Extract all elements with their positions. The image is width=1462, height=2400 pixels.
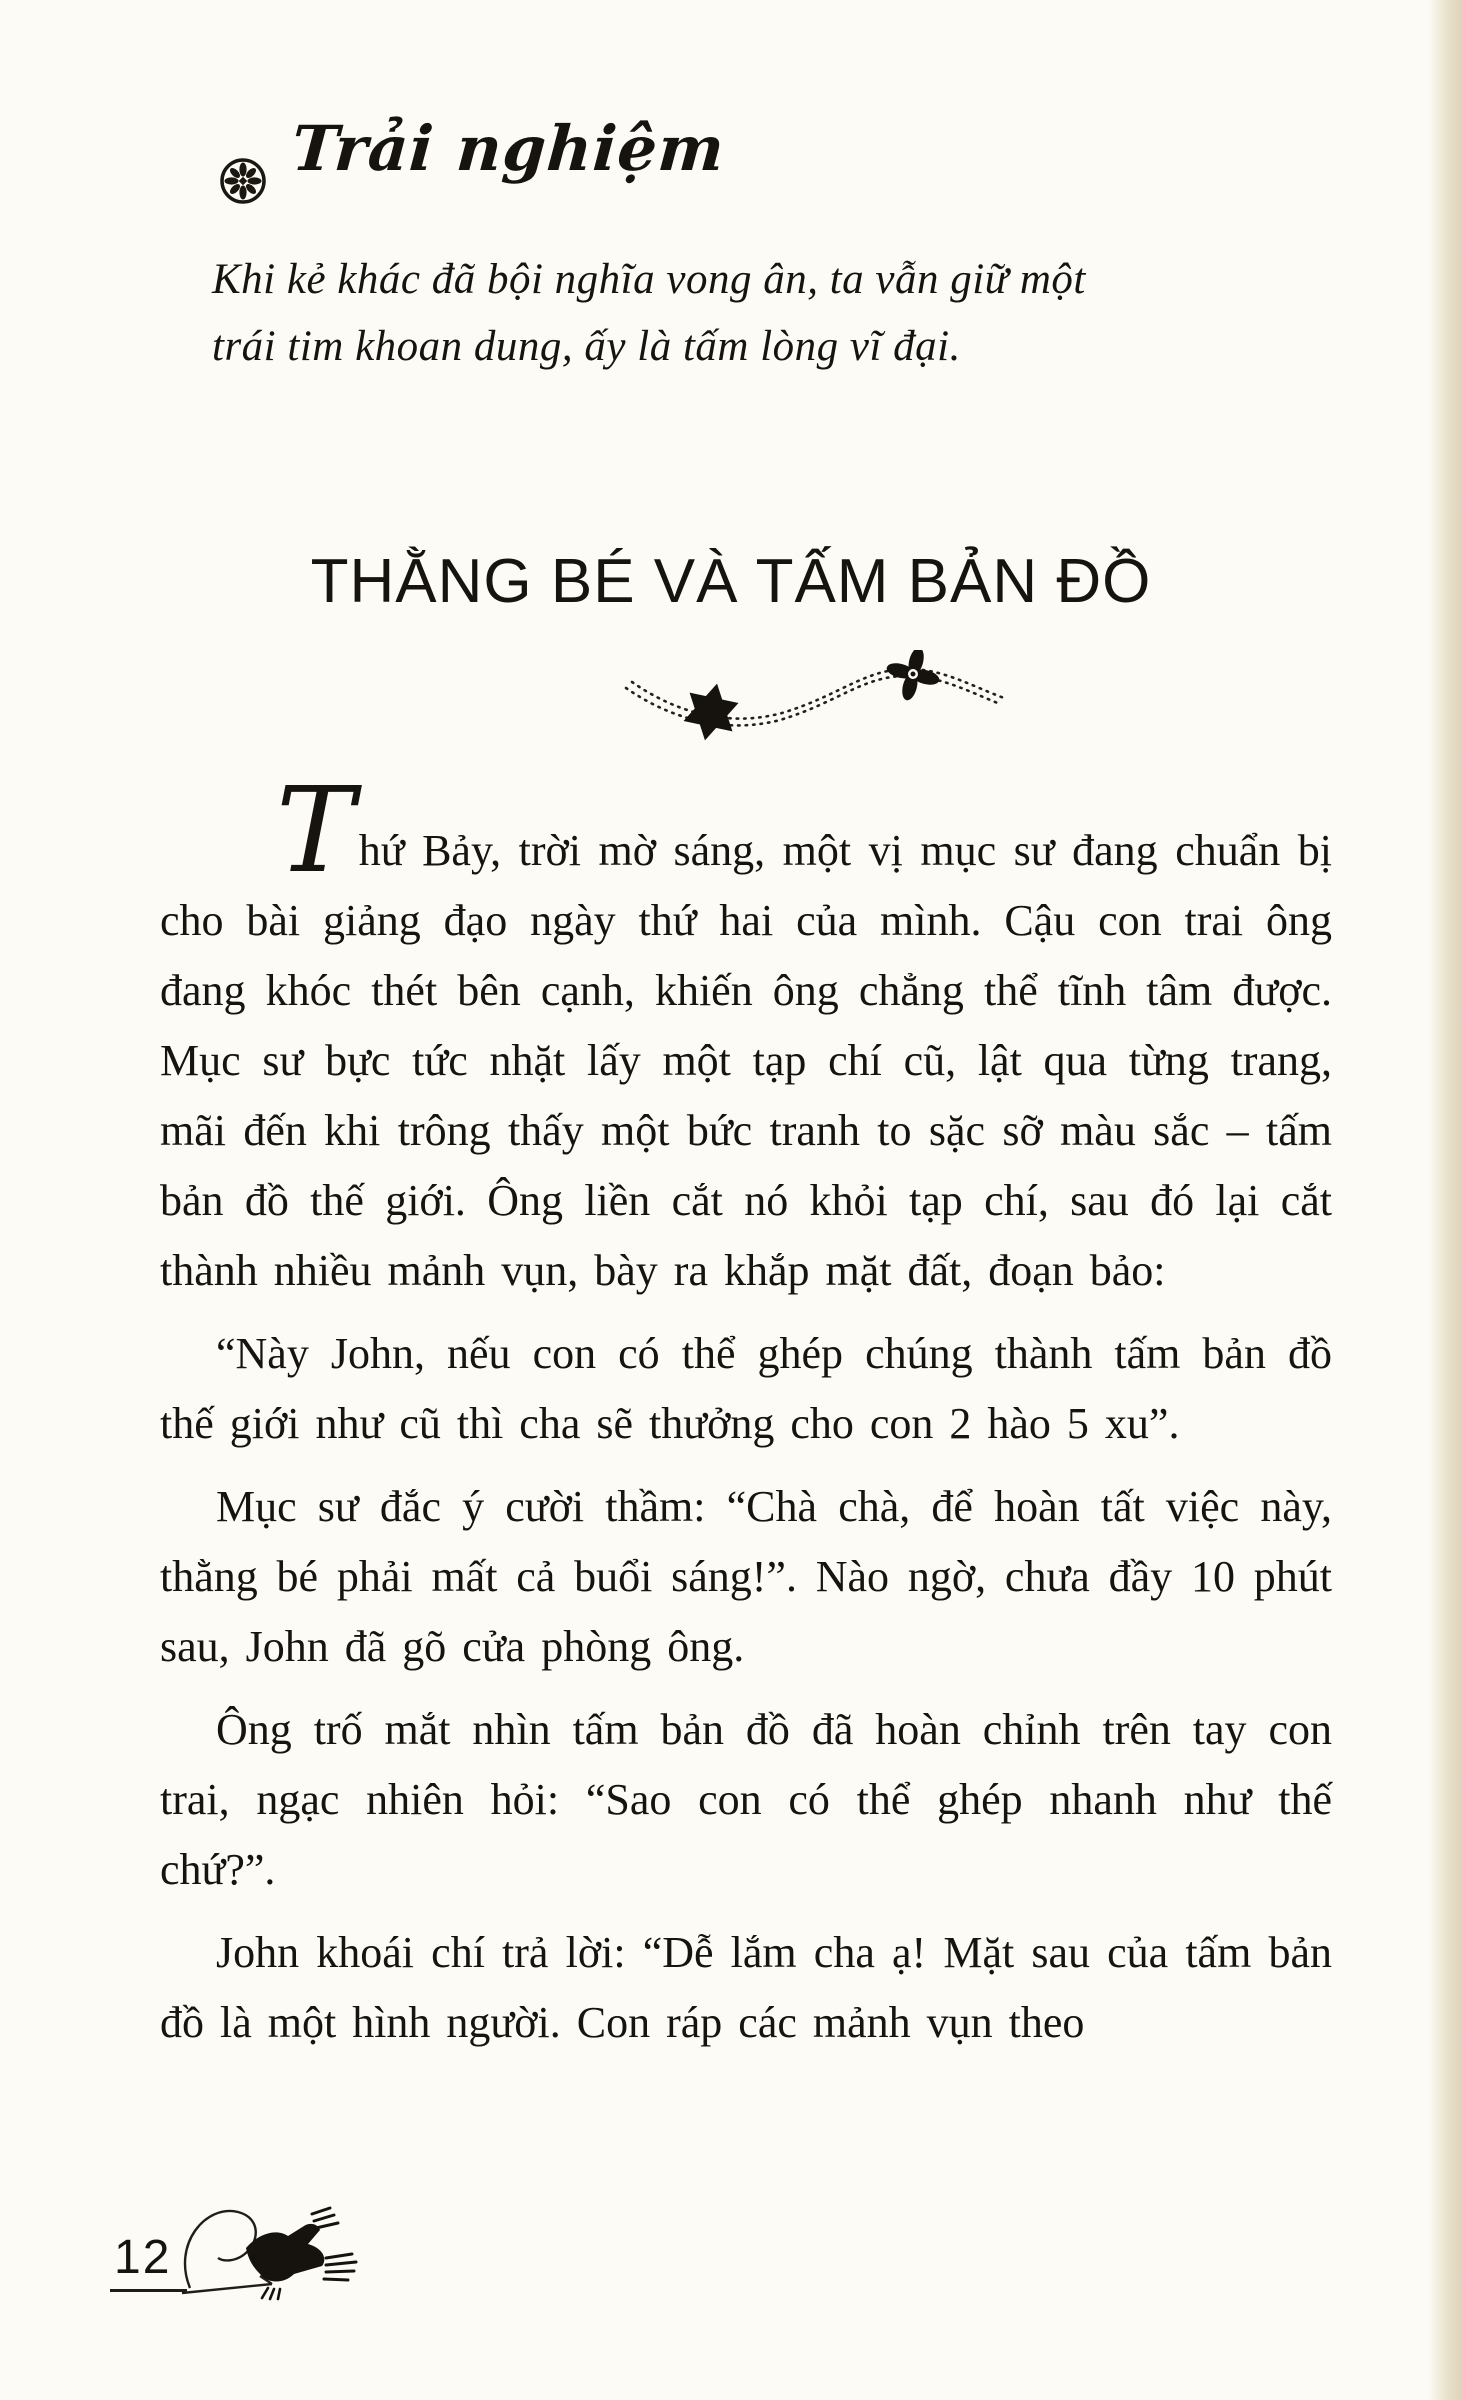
page-number: 12 bbox=[110, 2230, 187, 2292]
story-title: THẰNG BÉ VÀ TẤM BẢN ĐỒ bbox=[310, 547, 1152, 616]
paragraph: Ông trố mắt nhìn tấm bản đồ đã hoàn chỉnh trên tay con trai, ngạc nhiên hỏi: “Sao con có thể ghép nhanh như thế chứ?”. bbox=[160, 1705, 1332, 1894]
quote-line: Khi kẻ khác đã bội nghĩa vong ân, ta vẫn giữ một bbox=[212, 256, 1086, 303]
paragraph: John khoái chí trả lời: “Dễ lắm cha ạ! Mặt sau của tấm bản đồ là một hình người. Con ráp các mảnh vụn theo bbox=[160, 1928, 1332, 2047]
quote-line: trái tim khoan dung, ấy là tấm lòng vĩ đại. bbox=[212, 323, 961, 370]
epigraph-quote bbox=[212, 246, 1086, 380]
paragraph-text: hứ Bảy, trời mờ sáng, một vị mục sư đang chuẩn bị cho bài giảng đạo ngày thứ hai của mình. Cậu con trai ông đang khóc thét bên cạnh, khiến ông chẳng thể tĩnh tâm được. Mục sư bực tức nhặt lấy một tạp chí cũ, lật qua từng trang, mãi đến khi trông thấy một bức tranh to sặc sỡ màu sắc – tấm bản đồ thế giới. Ông liền cắt nó khỏi tạp chí, sau đó lại cắt thành nhiều mảnh vụn, bày ra khắp mặt đất, đoạn bảo: bbox=[160, 826, 1332, 1295]
paragraph: “Này John, nếu con có thể ghép chúng thành tấm bản đồ thế giới như cũ thì cha sẽ thưởng cho con 2 hào 5 xu”. bbox=[160, 1329, 1332, 1448]
section-label: Trải nghiệm bbox=[289, 112, 728, 185]
dropcap-letter: T bbox=[276, 761, 355, 899]
story-body bbox=[160, 761, 1332, 2071]
flying-bird-icon bbox=[176, 2196, 366, 2311]
title-divider-flourish-icon bbox=[612, 650, 1012, 755]
rosette-flower-icon bbox=[219, 157, 267, 205]
paragraph: Mục sư đắc ý cười thầm: “Chà chà, để hoàn tất việc này, thằng bé phải mất cả buổi sáng!”. Nào ngờ, chưa đầy 10 phút sau, John đã gõ cửa phòng ông. bbox=[160, 1482, 1332, 1671]
paragraph bbox=[160, 761, 1332, 1306]
scanned-page-edge bbox=[1428, 0, 1462, 2400]
